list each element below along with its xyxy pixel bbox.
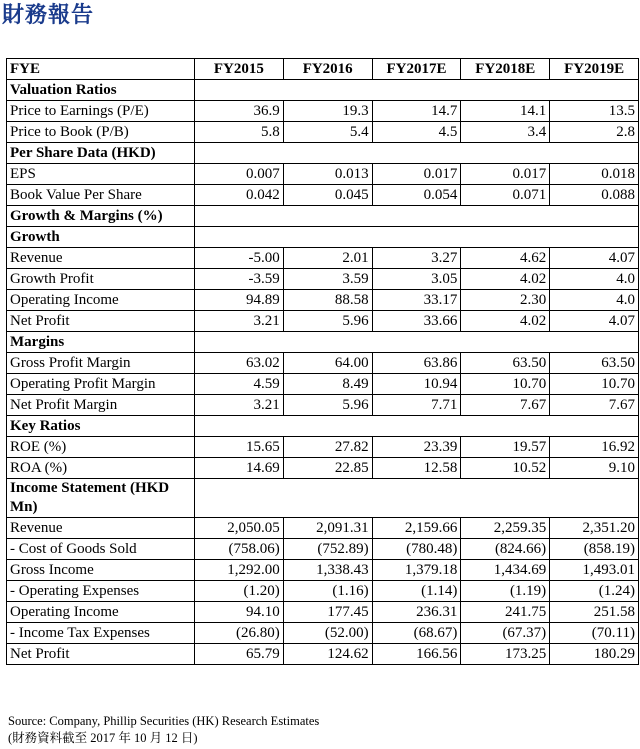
value-cell: 124.62 bbox=[283, 644, 372, 665]
row-label: Book Value Per Share bbox=[7, 185, 195, 206]
value-cell: 2,351.20 bbox=[550, 518, 639, 539]
table-row bbox=[7, 290, 639, 311]
value-cell: (1.19) bbox=[461, 581, 550, 602]
table-row bbox=[7, 581, 639, 602]
row-label: Revenue bbox=[7, 248, 195, 269]
value-cell: 3.4 bbox=[461, 122, 550, 143]
value-cell: 4.0 bbox=[550, 269, 639, 290]
value-cell: 14.1 bbox=[461, 101, 550, 122]
value-cell: 65.79 bbox=[195, 644, 284, 665]
value-cell: 0.013 bbox=[283, 164, 372, 185]
value-cell: 1,292.00 bbox=[195, 560, 284, 581]
date-note: (財務資料截至 2017 年 10 月 12 日) bbox=[8, 731, 198, 745]
value-cell: 36.9 bbox=[195, 101, 284, 122]
value-cell: (752.89) bbox=[283, 539, 372, 560]
header-year: FY2017E bbox=[372, 59, 461, 80]
value-cell: 16.92 bbox=[550, 437, 639, 458]
value-cell: 33.17 bbox=[372, 290, 461, 311]
value-cell: 3.21 bbox=[195, 395, 284, 416]
value-cell: 2.01 bbox=[283, 248, 372, 269]
value-cell: 7.67 bbox=[461, 395, 550, 416]
table-row bbox=[7, 623, 639, 644]
value-cell: 5.96 bbox=[283, 311, 372, 332]
value-cell: 10.70 bbox=[461, 374, 550, 395]
value-cell: 63.86 bbox=[372, 353, 461, 374]
value-cell: 10.70 bbox=[550, 374, 639, 395]
row-label: Operating Profit Margin bbox=[7, 374, 195, 395]
value-cell: 4.02 bbox=[461, 269, 550, 290]
financial-table bbox=[6, 58, 639, 665]
value-cell: 0.017 bbox=[372, 164, 461, 185]
section-blank-cell bbox=[195, 206, 639, 227]
table-row bbox=[7, 185, 639, 206]
table-header-row bbox=[7, 59, 639, 80]
value-cell: 4.0 bbox=[550, 290, 639, 311]
value-cell: 7.71 bbox=[372, 395, 461, 416]
value-cell: 63.50 bbox=[550, 353, 639, 374]
table-row bbox=[7, 122, 639, 143]
section-header-row bbox=[7, 80, 639, 101]
section-blank-cell bbox=[195, 479, 639, 518]
value-cell: (1.16) bbox=[283, 581, 372, 602]
value-cell: 0.071 bbox=[461, 185, 550, 206]
value-cell: 0.045 bbox=[283, 185, 372, 206]
value-cell: (26.80) bbox=[195, 623, 284, 644]
row-label: ROE (%) bbox=[7, 437, 195, 458]
row-label: Price to Book (P/B) bbox=[7, 122, 195, 143]
value-cell: 22.85 bbox=[283, 458, 372, 479]
table-row bbox=[7, 395, 639, 416]
row-label: Gross Profit Margin bbox=[7, 353, 195, 374]
row-label: Growth Profit bbox=[7, 269, 195, 290]
value-cell: 0.018 bbox=[550, 164, 639, 185]
value-cell: 4.62 bbox=[461, 248, 550, 269]
value-cell: 4.5 bbox=[372, 122, 461, 143]
section-blank-cell bbox=[195, 143, 639, 164]
header-year: FY2019E bbox=[550, 59, 639, 80]
section-blank-cell bbox=[195, 416, 639, 437]
value-cell: 15.65 bbox=[195, 437, 284, 458]
value-cell: 63.50 bbox=[461, 353, 550, 374]
value-cell: 23.39 bbox=[372, 437, 461, 458]
value-cell: 88.58 bbox=[283, 290, 372, 311]
value-cell: 4.07 bbox=[550, 248, 639, 269]
value-cell: 4.02 bbox=[461, 311, 550, 332]
value-cell: 4.59 bbox=[195, 374, 284, 395]
section-label: Valuation Ratios bbox=[7, 80, 195, 101]
table-row bbox=[7, 374, 639, 395]
row-label: Operating Income bbox=[7, 290, 195, 311]
value-cell: (52.00) bbox=[283, 623, 372, 644]
row-label: - Income Tax Expenses bbox=[7, 623, 195, 644]
value-cell: 27.82 bbox=[283, 437, 372, 458]
value-cell: 241.75 bbox=[461, 602, 550, 623]
section-label: Per Share Data (HKD) bbox=[7, 143, 195, 164]
value-cell: (70.11) bbox=[550, 623, 639, 644]
table-row bbox=[7, 560, 639, 581]
value-cell: 8.49 bbox=[283, 374, 372, 395]
value-cell: 2,050.05 bbox=[195, 518, 284, 539]
section-blank-cell bbox=[195, 332, 639, 353]
row-label: EPS bbox=[7, 164, 195, 185]
financial-table-body bbox=[7, 59, 639, 665]
value-cell: 1,493.01 bbox=[550, 560, 639, 581]
value-cell: 14.69 bbox=[195, 458, 284, 479]
value-cell: 2,159.66 bbox=[372, 518, 461, 539]
table-row bbox=[7, 164, 639, 185]
value-cell: (780.48) bbox=[372, 539, 461, 560]
section-blank-cell bbox=[195, 227, 639, 248]
value-cell: 4.07 bbox=[550, 311, 639, 332]
value-cell: 19.3 bbox=[283, 101, 372, 122]
value-cell: -3.59 bbox=[195, 269, 284, 290]
row-label: Net Profit bbox=[7, 311, 195, 332]
value-cell: (68.67) bbox=[372, 623, 461, 644]
value-cell: 3.59 bbox=[283, 269, 372, 290]
value-cell: 2.30 bbox=[461, 290, 550, 311]
section-header-row bbox=[7, 227, 639, 248]
value-cell: 173.25 bbox=[461, 644, 550, 665]
value-cell: 0.007 bbox=[195, 164, 284, 185]
section-label: Key Ratios bbox=[7, 416, 195, 437]
value-cell: 1,379.18 bbox=[372, 560, 461, 581]
section-header-row bbox=[7, 143, 639, 164]
value-cell: 1,338.43 bbox=[283, 560, 372, 581]
value-cell: 0.017 bbox=[461, 164, 550, 185]
value-cell: (1.24) bbox=[550, 581, 639, 602]
section-label: Growth & Margins (%) bbox=[7, 206, 195, 227]
value-cell: (1.20) bbox=[195, 581, 284, 602]
value-cell: 2,091.31 bbox=[283, 518, 372, 539]
value-cell: 94.89 bbox=[195, 290, 284, 311]
value-cell: 9.10 bbox=[550, 458, 639, 479]
section-label: Growth bbox=[7, 227, 195, 248]
table-row bbox=[7, 101, 639, 122]
value-cell: 10.52 bbox=[461, 458, 550, 479]
value-cell: (824.66) bbox=[461, 539, 550, 560]
value-cell: 33.66 bbox=[372, 311, 461, 332]
section-header-row bbox=[7, 416, 639, 437]
value-cell: 251.58 bbox=[550, 602, 639, 623]
value-cell: 5.8 bbox=[195, 122, 284, 143]
header-year: FY2016 bbox=[283, 59, 372, 80]
section-header-row bbox=[7, 332, 639, 353]
section-header-row bbox=[7, 206, 639, 227]
value-cell: 166.56 bbox=[372, 644, 461, 665]
header-year: FY2018E bbox=[461, 59, 550, 80]
section-label: Income Statement (HKD Mn) bbox=[7, 479, 195, 518]
value-cell: -5.00 bbox=[195, 248, 284, 269]
value-cell: 63.02 bbox=[195, 353, 284, 374]
value-cell: 5.96 bbox=[283, 395, 372, 416]
header-label-fye: FYE bbox=[7, 59, 195, 80]
value-cell: 7.67 bbox=[550, 395, 639, 416]
value-cell: 94.10 bbox=[195, 602, 284, 623]
value-cell: (858.19) bbox=[550, 539, 639, 560]
table-row bbox=[7, 518, 639, 539]
table-row bbox=[7, 311, 639, 332]
table-row bbox=[7, 602, 639, 623]
value-cell: (67.37) bbox=[461, 623, 550, 644]
value-cell: 19.57 bbox=[461, 437, 550, 458]
value-cell: 3.27 bbox=[372, 248, 461, 269]
row-label: Price to Earnings (P/E) bbox=[7, 101, 195, 122]
value-cell: 0.042 bbox=[195, 185, 284, 206]
value-cell: 14.7 bbox=[372, 101, 461, 122]
row-label: Net Profit Margin bbox=[7, 395, 195, 416]
section-label: Margins bbox=[7, 332, 195, 353]
source-note: Source: Company, Phillip Securities (HK) Research Estimates bbox=[8, 714, 320, 728]
value-cell: 3.05 bbox=[372, 269, 461, 290]
row-label: Gross Income bbox=[7, 560, 195, 581]
value-cell: (758.06) bbox=[195, 539, 284, 560]
row-label: Revenue bbox=[7, 518, 195, 539]
value-cell: (1.14) bbox=[372, 581, 461, 602]
value-cell: 13.5 bbox=[550, 101, 639, 122]
header-year: FY2015 bbox=[195, 59, 284, 80]
report-title: 財務報告 bbox=[2, 3, 95, 28]
table-row bbox=[7, 248, 639, 269]
value-cell: 1,434.69 bbox=[461, 560, 550, 581]
section-header-row bbox=[7, 479, 639, 518]
row-label: Operating Income bbox=[7, 602, 195, 623]
value-cell: 177.45 bbox=[283, 602, 372, 623]
table-row bbox=[7, 353, 639, 374]
table-row bbox=[7, 269, 639, 290]
table-row bbox=[7, 458, 639, 479]
row-label: Net Profit bbox=[7, 644, 195, 665]
value-cell: 0.054 bbox=[372, 185, 461, 206]
value-cell: 3.21 bbox=[195, 311, 284, 332]
value-cell: 0.088 bbox=[550, 185, 639, 206]
table-row bbox=[7, 437, 639, 458]
value-cell: 12.58 bbox=[372, 458, 461, 479]
value-cell: 64.00 bbox=[283, 353, 372, 374]
value-cell: 2.8 bbox=[550, 122, 639, 143]
row-label: - Cost of Goods Sold bbox=[7, 539, 195, 560]
section-blank-cell bbox=[195, 80, 639, 101]
value-cell: 236.31 bbox=[372, 602, 461, 623]
value-cell: 10.94 bbox=[372, 374, 461, 395]
table-row bbox=[7, 644, 639, 665]
row-label: - Operating Expenses bbox=[7, 581, 195, 602]
value-cell: 2,259.35 bbox=[461, 518, 550, 539]
table-row bbox=[7, 539, 639, 560]
row-label: ROA (%) bbox=[7, 458, 195, 479]
value-cell: 5.4 bbox=[283, 122, 372, 143]
value-cell: 180.29 bbox=[550, 644, 639, 665]
